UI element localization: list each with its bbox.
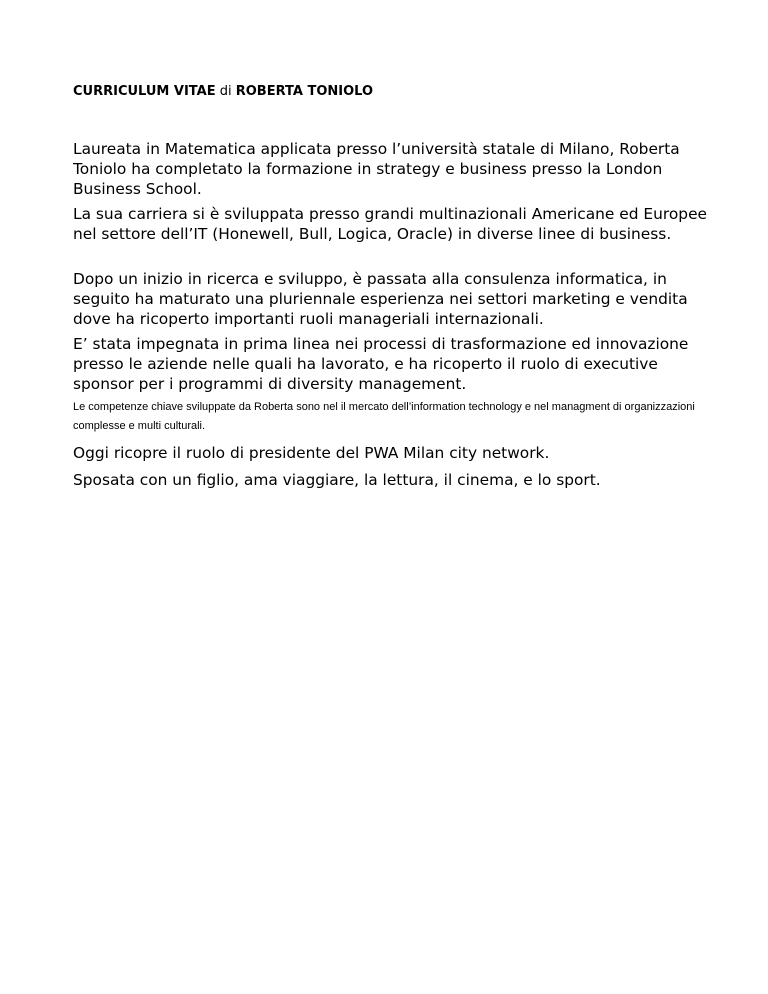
paragraph-experience: Dopo un inizio in ricerca e sviluppo, è passata alla consulenza informatica, in seguito ha maturato una pluriennale esperienza nei settori marketing e vendita dove ha ricoperto importanti ruoli manageriali internazionali. — [73, 270, 688, 328]
paragraph-career: La sua carriera si è sviluppata presso grandi multinazionali Americane ed Europee nel settore dell’IT (Honewell, Bull, Logica, Oracle) in diverse linee di business. — [73, 205, 708, 243]
paragraph-education: Laureata in Matematica applicata presso l’università statale di Milano, Roberta Toniolo ha completato la formazione in strategy e business presso la London Business School. — [73, 140, 680, 198]
paragraph-transformation: E’ stata impegnata in prima linea nei processi di trasformazione ed innovazione presso le aziende nelle quali ha lavorato, e ha ricoperto il ruolo di executive sponsor per i programmi di diversity management. — [73, 335, 689, 393]
document-title — [73, 84, 373, 99]
title-connector: di — [215, 84, 236, 99]
paragraph-competencies: Le competenze chiave sviluppate da Roberta sono nel il mercato dell’information technology e nel managment di organizzazioni complesse e multi culturali. — [73, 401, 695, 432]
paragraph-current-role: Oggi ricopre il ruolo di presidente del PWA Milan city network. — [73, 444, 550, 462]
paragraph-personal: Sposata con un figlio, ama viaggiare, la lettura, il cinema, e lo sport. — [73, 471, 601, 489]
title-name: ROBERTA TONIOLO — [235, 84, 374, 99]
title-heading: CURRICULUM VITAE — [73, 84, 216, 99]
